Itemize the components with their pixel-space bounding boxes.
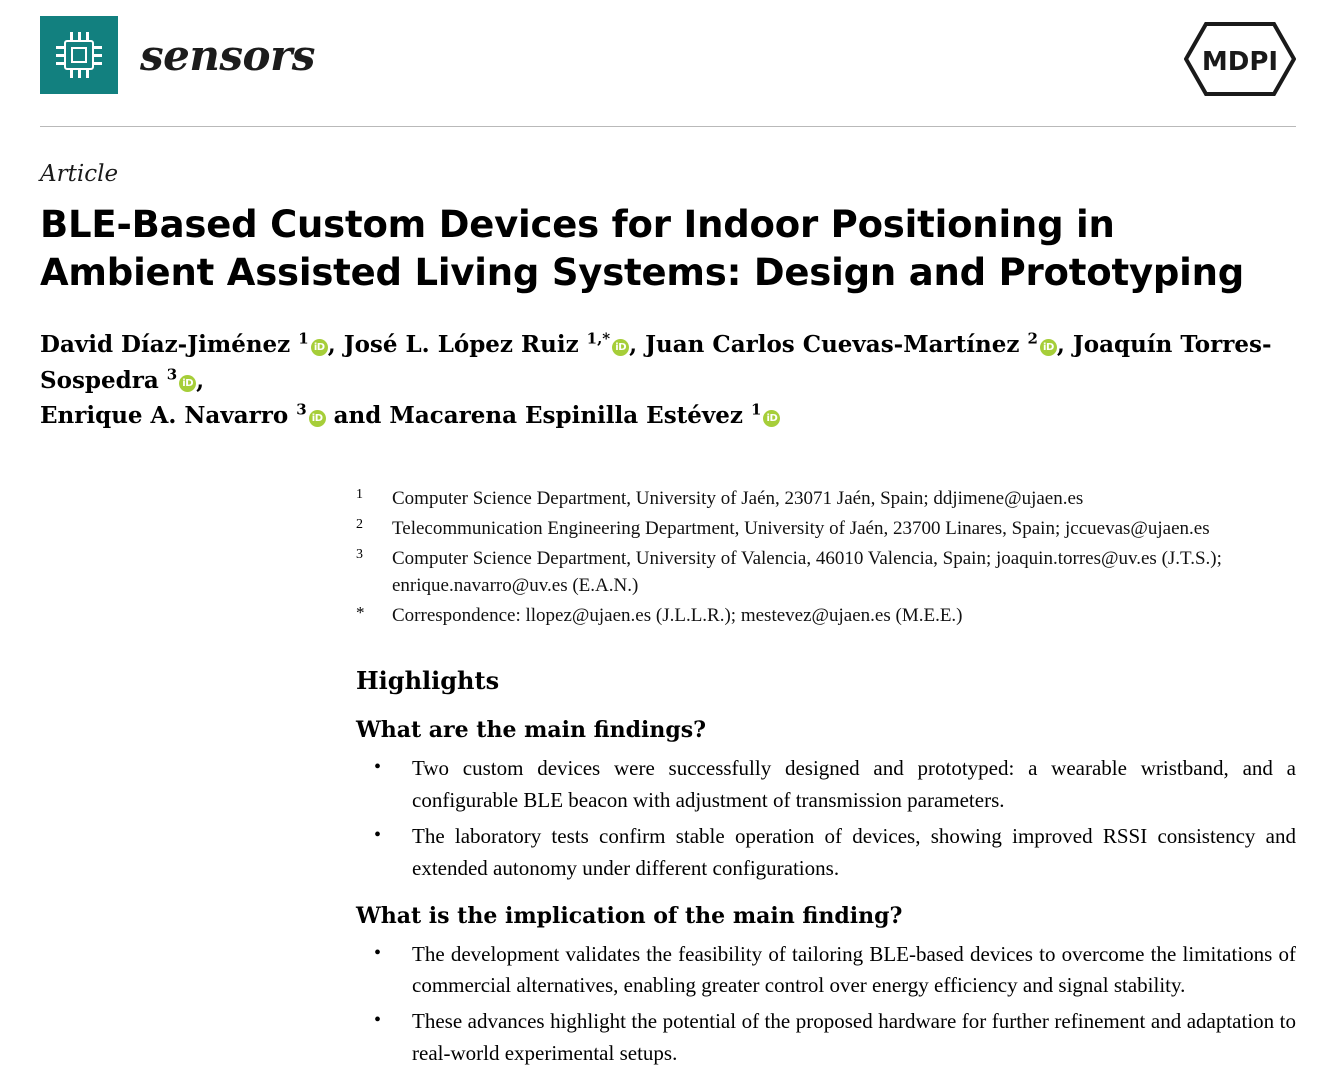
author-affil-mark: 1 — [750, 400, 762, 419]
highlights-section — [356, 666, 1296, 1070]
author-name: Enrique A. Navarro — [40, 402, 297, 430]
author-affil-mark: 3 — [166, 365, 178, 384]
affiliation-item — [356, 486, 1296, 513]
mdpi-logo — [1184, 22, 1296, 96]
page-title: BLE-Based Custom Devices for Indoor Positioning in Ambient Assisted Living Systems: Design and Prototyping — [40, 203, 1245, 295]
affiliations-list — [356, 486, 1296, 630]
affiliation-item — [356, 603, 1296, 630]
highlights-heading: Highlights — [356, 665, 500, 695]
article-type: Article — [40, 161, 119, 187]
journal-logo — [40, 16, 118, 94]
svg-text:MDPI: MDPI — [1201, 47, 1279, 77]
orcid-icon[interactable]: iD — [309, 410, 326, 427]
highlights-question: What are the main findings? — [356, 716, 707, 743]
list-item: • These advances highlight the potential of the proposed hardware for further refinement and adaptation to real-world experimental setups. — [356, 1006, 1296, 1070]
orcid-icon[interactable]: iD — [311, 339, 328, 356]
author-separator: , — [196, 366, 205, 394]
mdpi-hexagon-icon — [1184, 22, 1296, 96]
affiliation-text: Telecommunication Engineering Department, University of Jaén, 23700 Linares, Spain; jccuevas@ujaen.es — [392, 518, 1210, 540]
page-header — [40, 0, 1296, 112]
affiliation-text: Correspondence: llopez@ujaen.es (J.L.L.R.); mestevez@ujaen.es (M.E.E.) — [392, 604, 963, 626]
orcid-icon[interactable]: iD — [763, 410, 780, 427]
author-affil-mark: 3 — [296, 400, 307, 419]
highlights-bullet-list — [356, 939, 1296, 1071]
author-name: , Joaquín Torres-Sospedra — [40, 331, 1272, 394]
affiliation-text: Computer Science Department, University of Jaén, 23071 Jaén, Spain; ddjimene@ujaen.es — [392, 488, 1084, 510]
affiliation-item — [356, 516, 1296, 543]
author-name: , José L. López Ruiz — [327, 331, 587, 359]
author-affil-mark: 1,* — [586, 329, 611, 348]
orcid-icon[interactable]: iD — [179, 375, 196, 392]
affiliation-mark: * — [356, 602, 365, 622]
author-name: , Juan Carlos Cuevas-Martínez — [629, 331, 1028, 359]
list-item: • The laboratory tests confirm stable operation of devices, showing improved RSSI consistency and extended autonomy under different configurations. — [356, 821, 1296, 885]
author-name: David Díaz-Jiménez — [40, 331, 299, 359]
affiliation-text: Computer Science Department, University of Valencia, 46010 Valencia, Spain; joaquin.torres@uv.es (J.T.S.); enrique.navarro@uv.es (E.A.N.) — [392, 548, 1222, 597]
highlights-bullet-list — [356, 753, 1296, 885]
journal-title: sensors — [140, 30, 315, 80]
list-item: • The development validates the feasibility of tailoring BLE-based devices to overcome the limitations of commercial alternatives, enabling greater control over energy efficiency and signal stability. — [356, 939, 1296, 1003]
orcid-icon[interactable]: iD — [1040, 339, 1057, 356]
list-item: • Two custom devices were successfully designed and prototyped: a wearable wristband, and a configurable BLE beacon with adjustment of transmission parameters. — [356, 753, 1296, 817]
author-affil-mark: 2 — [1027, 329, 1038, 348]
affiliation-mark: 3 — [356, 547, 363, 563]
chip-icon — [56, 32, 102, 78]
author-name: and Macarena Espinilla Estévez — [325, 402, 751, 430]
header-divider — [40, 126, 1296, 127]
author-list — [40, 327, 1296, 434]
affiliation-mark: 2 — [356, 517, 363, 533]
orcid-icon[interactable]: iD — [612, 339, 629, 356]
affiliation-mark: 1 — [356, 487, 363, 503]
author-affil-mark: 1 — [298, 329, 309, 348]
highlights-question: What is the implication of the main finding? — [356, 902, 903, 929]
journal-branding — [40, 16, 315, 94]
affiliation-item — [356, 546, 1296, 600]
